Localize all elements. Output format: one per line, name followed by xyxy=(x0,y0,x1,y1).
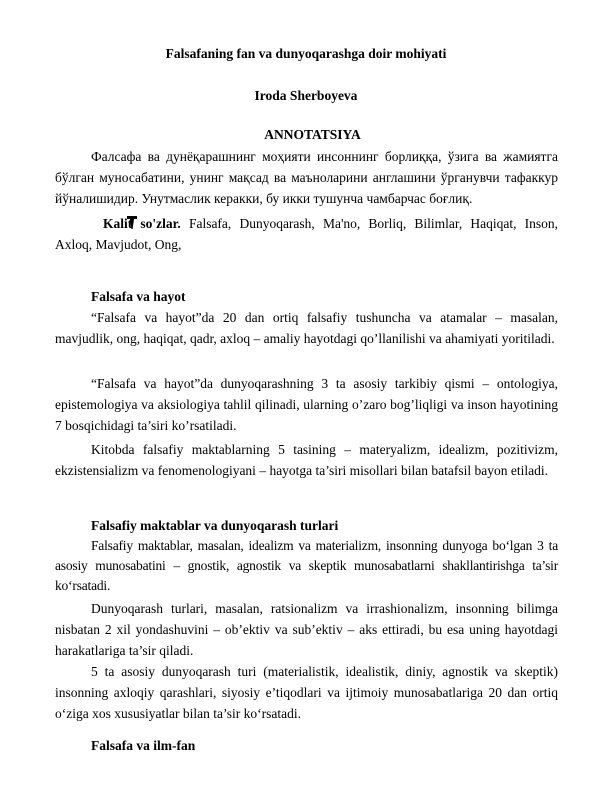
annotation-heading-text: ANNOTATSIYA xyxy=(264,127,361,142)
paragraph: “Falsafa va hayot”da dunyoqarashning 3 ta asosiy tarkibiy qismi – ontologiya, epistemologiya va aksiologiya tahlil qilinadi, ularning o’zaro bog’liqligi va inson hayotining 7 bosqichidagi ta’siri ko’rsatiladi. xyxy=(55,376,558,433)
document-title: Falsafaning fan va dunyoqarashga doir mohiyati xyxy=(165,46,447,61)
section-heading-falsafiy-maktablar: Falsafiy maktablar va dunyoqarash turlari xyxy=(91,518,339,533)
keywords-label: Kalit so'zlar. xyxy=(103,216,181,231)
annotation-text: Фалсафа ва дунёқарашнинг моҳияти инсоннинг борлиққа, ўзига ва жамиятга бўлган муносабатини, унинг мақсад ва маъноларини англашини ўрганувчи тафаккур йўналишидир. Унутмаслик керакки, бу икки тушунча чамбарчас боғлиқ. xyxy=(55,149,558,206)
section-heading-falsafa-va-hayot: Falsafa va hayot xyxy=(91,289,186,304)
keywords-text: Falsafa, Dunyoqarash, Ma'no, Borliq, Bilimlar, Haqiqat, Inson, Axloq, Mavjudot, Ong, xyxy=(55,216,559,252)
section-heading-falsafa-va-ilm-fan: Falsafa va ilm-fan xyxy=(91,738,196,753)
paragraph: Dunyoqarash turlari, masalan, ratsionalizm va irrashionalizm, insonning bilimga nisbatan 2 xil yondashuvini – ob’ektiv va sub’ektiv – aks ettiradi, bu esa uning hayotdagi harakatlariga ta’sir qiladi. xyxy=(55,601,558,658)
author-name: Iroda Sherboyeva xyxy=(254,88,358,103)
paragraph: “Falsafa va hayot”da 20 dan ortiq falsafiy tushuncha va atamalar – masalan, mavjudlik, ong, haqiqat, qadr, axloq – amaliy hayotdagi qo’llanilishi va ahamiyati yoritiladi. xyxy=(55,310,558,346)
annotation-heading xyxy=(6,127,612,143)
keywords-paragraph xyxy=(55,213,558,255)
pen-nib-icon xyxy=(91,215,101,229)
paragraph: Falsafiy maktablar, masalan, idealizm va materializm, insonning dunyoga bo‘lgan 3 ta asosiy munosabatini – gnostik, agnostik va skeptik munosabatlarni shakllantirishga ta’sir ko‘rsatadi. xyxy=(55,538,558,593)
paragraph: 5 ta asosiy dunyoqarash turi (materialistik, idealistik, diniy, agnostik va skeptik) insonning axloqiy qarashlari, siyosiy e’tiqodlari va ijtimoiy munosabatlariga 20 dan ortiq o‘ziga xos xususiyatlar bilan ta’sir ko‘rsatadi. xyxy=(55,664,558,721)
paragraph: Kitobda falsafiy maktablarning 5 tasining – materyalizm, idealizm, pozitivizm, ekzistensializm va fenomenologiyani – hayotga ta’siri misollari bilan batafsil bayon etiladi. xyxy=(55,442,558,478)
